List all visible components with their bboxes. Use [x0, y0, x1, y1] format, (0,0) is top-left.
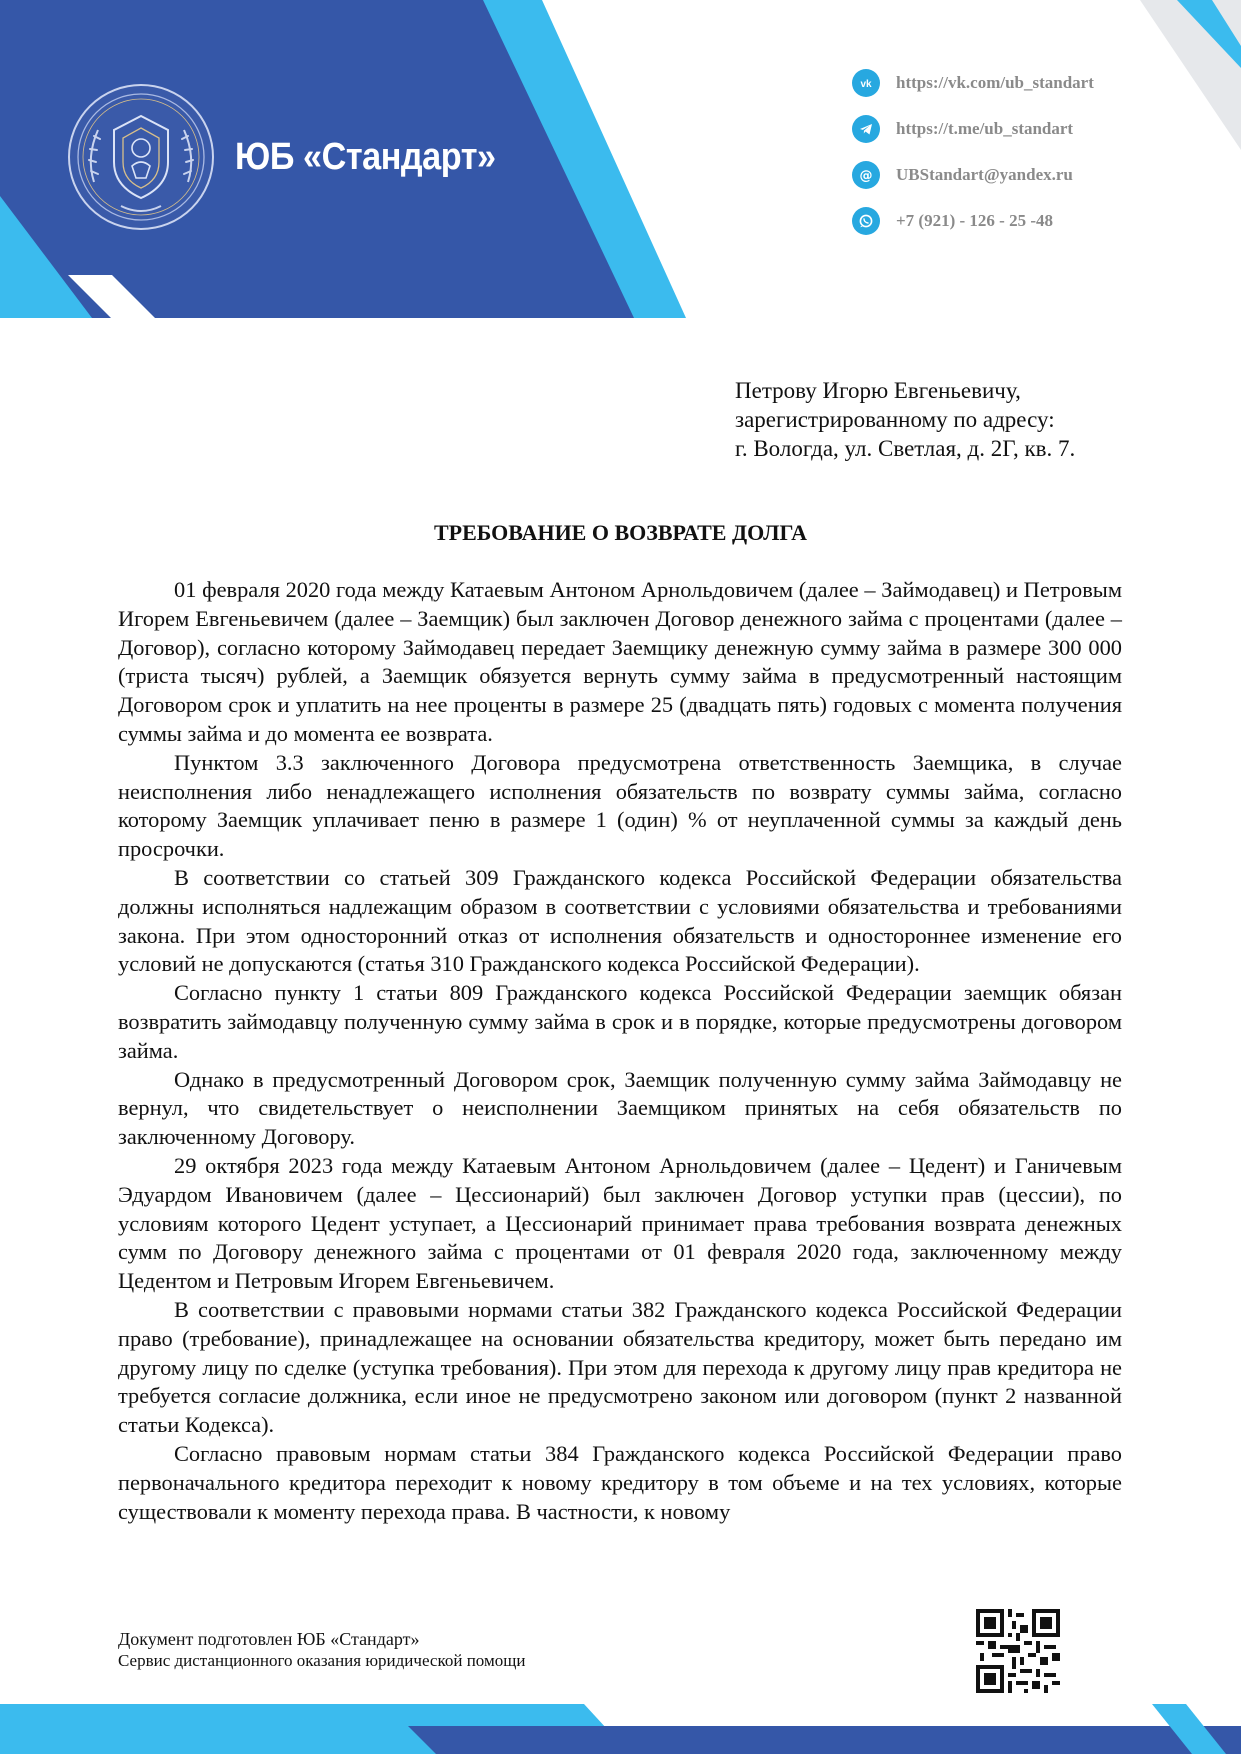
footer-prepared-by: Документ подготовлен ЮБ «Стандарт»: [118, 1629, 420, 1649]
whatsapp-icon: [852, 207, 880, 235]
document-body: [118, 576, 1122, 1526]
brand-title: ЮБ «Стандарт»: [235, 136, 496, 178]
paragraph: Однако в предусмотренный Договором срок, Заемщик полученную сумму займа Займодавцу не вернул, что свидетельствует о неисполнении Заемщиком принятых на себя обязательств по заключенному Договору.: [118, 1066, 1122, 1150]
addressee-block: [735, 376, 1075, 463]
svg-text:@: @: [859, 168, 873, 184]
contact-phone-text: +7 (921) - 126 - 25 -48: [896, 211, 1053, 230]
paragraph: Пунктом 3.3 заключенного Договора предусмотрена ответственность Заемщика, в случае неисполнения либо ненадлежащего исполнения обязательств по возврату суммы займа, согласно которому Заемщик уплачивает пеню в размере 1 (один) % от неуплаченной суммы за каждый день просрочки.: [118, 749, 1122, 862]
footer-note: [118, 1628, 525, 1672]
svg-text:vk: vk: [860, 79, 872, 90]
addressee-name: Петрову Игорю Евгеньевичу,: [735, 378, 1021, 403]
paragraph: В соответствии со статьей 309 Гражданского кодекса Российской Федерации обязательства должны исполняться надлежащим образом в соответствии с условиями обязательства и требованиями закона. При этом односторонний отказ от исполнения обязательств и одностороннее изменение его условий не допускаются (статья 310 Гражданского кодекса Российской Федерации).: [118, 864, 1122, 977]
paragraph: В соответствии с правовыми нормами статьи 382 Гражданского кодекса Российской Федерации право (требование), принадлежащее на основании обязательства кредитору, может быть передано им другому лицу по сделке (уступка требования). При этом для перехода к другому лицу прав кредитора не требуется согласие должника, если иное не предусмотрено законом или договором (пункт 2 названной статьи Кодекса).: [118, 1296, 1122, 1438]
contact-telegram-text: https://t.me/ub_standart: [896, 119, 1074, 138]
contact-vk[interactable]: [852, 68, 1094, 98]
contact-whatsapp[interactable]: [852, 206, 1094, 236]
email-icon: [852, 161, 880, 189]
contact-email[interactable]: [852, 160, 1094, 190]
addressee-registered: зарегистрированному по адресу:: [735, 407, 1055, 432]
paragraph: Согласно пункту 1 статьи 809 Гражданского кодекса Российской Федерации заемщик обязан возвратить займодавцу полученную сумму займа в срок и в порядке, которые предусмотрены договором займа.: [118, 980, 1122, 1063]
contact-telegram[interactable]: [852, 114, 1094, 144]
contacts-list: [852, 68, 1094, 252]
vk-icon: [852, 69, 880, 97]
qr-code-icon[interactable]: [976, 1609, 1060, 1693]
emblem-logo: [66, 82, 216, 232]
contact-vk-text: https://vk.com/ub_standart: [896, 73, 1094, 92]
footer-service: Сервис дистанционного оказания юридической помощи: [118, 1651, 526, 1670]
addressee-address: г. Вологда, ул. Светлая, д. 2Г, кв. 7.: [735, 436, 1076, 461]
paragraph: 29 октября 2023 года между Катаевым Антоном Арнольдовичем (далее – Цедент) и Ганичевым Эдуардом Ивановичем (далее – Цессионарий) был заключен Договор уступки прав (цессии), по условиям которого Цедент уступает, а Цессионарий принимает права требования возврата денежных сумм по Договору денежного займа с процентами от 01 февраля 2020 года, заключенному между Цедентом и Петровым Игорем Евгеньевичем.: [118, 1152, 1122, 1294]
footer-banner: [0, 1700, 1241, 1754]
telegram-icon: [852, 115, 880, 143]
paragraph: 01 февраля 2020 года между Катаевым Антоном Арнольдовичем (далее – Займодавец) и Петровым Игорем Евгеньевичем (далее – Заемщик) был заключен Договор денежного займа с процентами (далее – Договор), согласно которому Займодавец передает Заемщику денежную сумму займа в размере 300 000 (триста тысяч) рублей, а Заемщик обязуется вернуть сумму займа в предусмотренный настоящим Договором срок и уплатить на нее проценты в размере 25 (двадцать пять) годовых с момента получения суммы займа и до момента ее возврата.: [118, 577, 1122, 746]
contact-email-text: UBStandart@yandex.ru: [896, 165, 1073, 184]
document-title: ТРЕБОВАНИЕ О ВОЗВРАТЕ ДОЛГА: [433, 520, 807, 545]
paragraph: Согласно правовым нормам статьи 384 Гражданского кодекса Российской Федерации право первоначального кредитора переходит к новому кредитору в том объеме и на тех условиях, которые существовали к моменту перехода права. В частности, к новому: [118, 1440, 1122, 1524]
